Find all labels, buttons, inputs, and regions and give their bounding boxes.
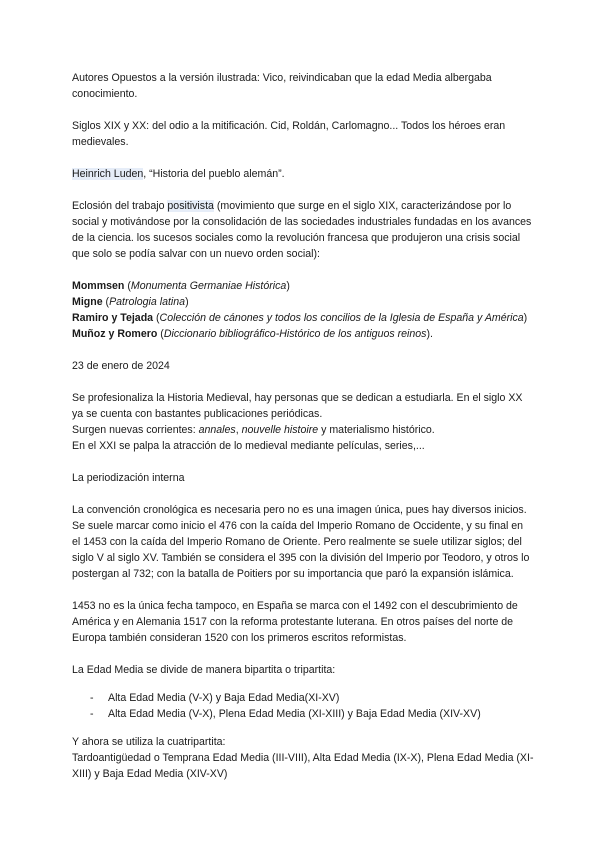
paragraph-division: La Edad Media se divide de manera bipartita o tripartita: (72, 664, 336, 676)
author-line: Migne (Patrologia latina) (72, 296, 189, 308)
paragraph-corrientes: Surgen nuevas corrientes: annales, nouvelle histoire y materialismo histórico. (72, 424, 435, 436)
paragraph-positivista: Eclosión del trabajo positivista (movimiento que surge en el siglo XIX, caracterizándose por lo social y motivándose por la consolidación de las sociedades industriales fundadas en los avances de la ciencia. los sucesos sociales como la revolución francesa que produjeron una crisis social que solo se podía salvar con un nuevo orden social): (72, 200, 532, 260)
document-page (72, 70, 534, 782)
paragraph-convencion: La convención cronológica es necesaria pero no es una imagen única, pues hay diversos inicios. (72, 504, 527, 516)
paragraph-cuatripartita: Y ahora se utiliza la cuatripartita: (72, 736, 226, 748)
list-item: - Alta Edad Media (V-X) y Baja Edad Media(XI-XV) (72, 690, 534, 706)
division-list (72, 690, 534, 722)
highlighted-term: positivista (167, 200, 214, 212)
author-line: Mommsen (Monumenta Germaniae Histórica) (72, 280, 290, 292)
date-line: 23 de enero de 2024 (72, 360, 170, 372)
section-heading: La periodización interna (72, 472, 185, 484)
paragraph-xxi: En el XXI se palpa la atracción de lo medieval mediante películas, series,... (72, 440, 425, 452)
paragraph-vico: Autores Opuestos a la versión ilustrada: Vico, reivindicaban que la edad Media albergaba conocimiento. (72, 72, 492, 100)
highlighted-name: Heinrich Luden (72, 168, 144, 180)
paragraph-siglos-xix-xx: Siglos XIX y XX: del odio a la mitificación. Cid, Roldán, Carlomagno... Todos los héroes eran medievales. (72, 120, 506, 148)
author-line: Muñoz y Romero (Diccionario bibliográfico-Histórico de los antiguos reinos). (72, 328, 433, 340)
paragraph-profesionaliza: Se profesionaliza la Historia Medieval, hay personas que se dedican a estudiarla. En el siglo XX ya se cuenta con bastantes publicaciones periódicas. (72, 392, 523, 420)
paragraph-cuatripartita-detail: Tardoantigüedad o Temprana Edad Media (III-VIII), Alta Edad Media (IX-X), Plena Edad Media (XI-XIII) y Baja Edad Media (XIV-XV) (72, 752, 534, 780)
paragraph-luden: Heinrich Luden, “Historia del pueblo alemán”. (72, 168, 285, 180)
paragraph-inicio-476: Se suele marcar como inicio el 476 con la caída del Imperio Romano de Occidente, y su final en el 1453 con la caída del Imperio Romano de Oriente. Pero realmente se suele utilizar siglos; del siglo V al siglo XV. También se considera el 395 con la división del Imperio por Teodoro, y otros lo postergan al 732; con la batalla de Poitiers por su importancia que paró la expansión islámica. (72, 520, 530, 580)
author-line: Ramiro y Tejada (Colección de cánones y todos los concilios de la Iglesia de España y América) (72, 312, 528, 324)
list-item: - Alta Edad Media (V-X), Plena Edad Media (XI-XIII) y Baja Edad Media (XIV-XV) (72, 706, 534, 722)
paragraph-1453: 1453 no es la única fecha tampoco, en España se marca con el 1492 con el descubrimiento de América y en Alemania 1517 con la reforma protestante luterana. En otros países del norte de Europa también consideran 1520 con los primeros escritos reformistas. (72, 600, 518, 644)
